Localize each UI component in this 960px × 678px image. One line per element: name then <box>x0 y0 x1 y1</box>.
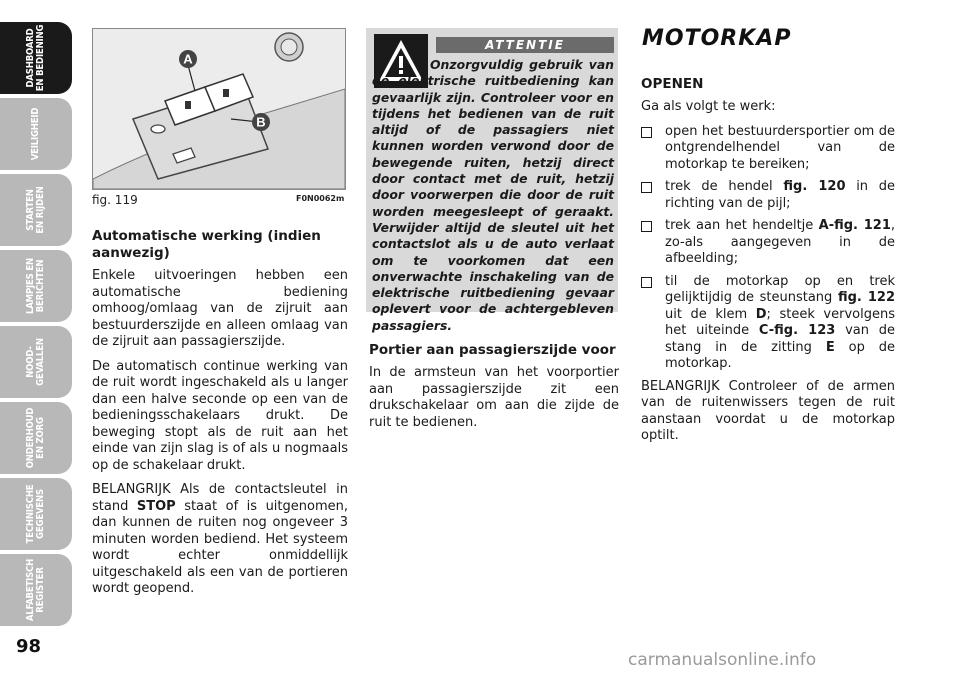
tab-label: TECHNISCHE GEGEVENS <box>25 484 46 544</box>
tab-label: ALFABETISCH REGISTER <box>25 558 46 622</box>
tab-label: NOOD- GEVALLEN <box>25 338 46 386</box>
page-number: 98 <box>16 636 42 657</box>
tab-label: DASHBOARD EN BEDIENING <box>25 24 46 92</box>
column-bonnet <box>641 76 895 453</box>
figure-caption: fig. 119 <box>92 193 138 207</box>
paragraph-important: BELANGRIJK Als de contactsleutel in stand STOP staat of is uitgenomen, dan kunnen de ruiten nog ongeveer 3 minuten worden bediend. Het systeem wordt echter onmiddellijk uitgeschakeld als een van de portieren wordt geopend. <box>92 482 348 596</box>
window-switch-illustration <box>93 29 345 189</box>
tab-dashboard[interactable] <box>0 22 72 94</box>
tab-label: LAMPJES EN BERICHTEN <box>25 258 46 314</box>
tab-label: ONDERHOUD EN ZORG <box>25 407 46 469</box>
steps-list <box>641 124 895 373</box>
tab-label: VEILIGHEID <box>30 107 41 161</box>
column-passenger-door <box>369 342 619 439</box>
tab-onderhoud[interactable] <box>0 402 72 474</box>
tab-label: STARTEN EN RIJDEN <box>25 186 46 234</box>
list-item: open het bestuurdersportier om de ontgrendelhendel van de motorkap te bereiken; <box>641 124 895 174</box>
paragraph: In de armsteun van het voorportier aan passagierszijde zit een drukschakelaar om aan die zijde de ruit te bedienen. <box>369 365 619 430</box>
warning-box <box>366 28 618 333</box>
tab-noodgevallen[interactable] <box>0 326 72 398</box>
list-item: til de motorkap op en trek gelijktijdig de steunstang fig. 122 uit de klem D; steek vervolgens het uiteinde C-fig. 123 van de stang in de zitting E op de motorkap. <box>641 274 895 373</box>
callout-a: A <box>183 51 193 67</box>
column-automatic-operation <box>92 228 348 606</box>
checkbox-bullet-icon <box>641 182 652 193</box>
paragraph: Ga als volgt te werk: <box>641 99 776 114</box>
watermark: carmanualsonline.info <box>628 650 817 670</box>
paragraph-important: BELANGRIJK Controleer of de armen van de ruitenwissers tegen de ruit aanstaan voordat u de motorkap optilt. <box>641 378 895 443</box>
list-item: trek aan het hendeltje A-fig. 121, zo-als aangegeven in de afbeelding; <box>641 218 895 268</box>
figure-code: F0N0062m <box>296 194 345 203</box>
section-subheading: OPENEN <box>641 76 704 92</box>
checkbox-bullet-icon <box>641 221 652 232</box>
tab-register[interactable] <box>0 554 72 626</box>
figure-window-switches <box>92 28 346 190</box>
paragraph: Enkele uitvoeringen hebben een automatische bediening omhoog/omlaag van de zijruit aan bestuurderszijde en alleen omlaag van de zijruit aan passagierszijde. <box>92 268 348 349</box>
section-heading: Automatische werking (indien aanwezig) <box>92 228 321 261</box>
checkbox-bullet-icon <box>641 277 652 288</box>
paragraph: De automatisch continue werking van de ruit wordt ingeschakeld als u langer dan een halve seconde op een van de bedieningsschakelaars drukt. De beweging stopt als de ruit aan het einde van zijn slag is of als u nogmaals op de schakelaar drukt. <box>92 358 348 473</box>
warning-title: ATTENTIE <box>436 37 614 53</box>
callout-b: B <box>256 114 266 130</box>
tab-starten[interactable] <box>0 174 72 246</box>
section-heading: Portier aan passagierszijde voor <box>369 342 616 358</box>
list-item: trek de hendel fig. 120 in de richting van de pijl; <box>641 179 895 212</box>
tab-lampjes[interactable] <box>0 250 72 322</box>
checkbox-bullet-icon <box>641 127 652 138</box>
warning-text: Onzorgvuldig gebruik van de elektrische ruitbediening kan gevaarlijk zijn. Controleer voor en tijdens het bedienen van de ruit altijd of de passagiers niet kunnen worden verwond door de bewegende ruiten, hetzij direct door contact met de ruit, hetzij door voorwerpen die door de ruit worden meegesleept of geraakt. Verwijder altijd de sleutel uit het contactslot als u de auto verlaat om te voorkomen dat een onverwachte inschakeling van de elektrische ruitbediening gevaar oplevert voor de achtergebleven passagiers. <box>372 57 614 333</box>
tab-veiligheid[interactable] <box>0 98 72 170</box>
page-title: MOTORKAP <box>642 26 792 51</box>
tab-technische[interactable] <box>0 478 72 550</box>
